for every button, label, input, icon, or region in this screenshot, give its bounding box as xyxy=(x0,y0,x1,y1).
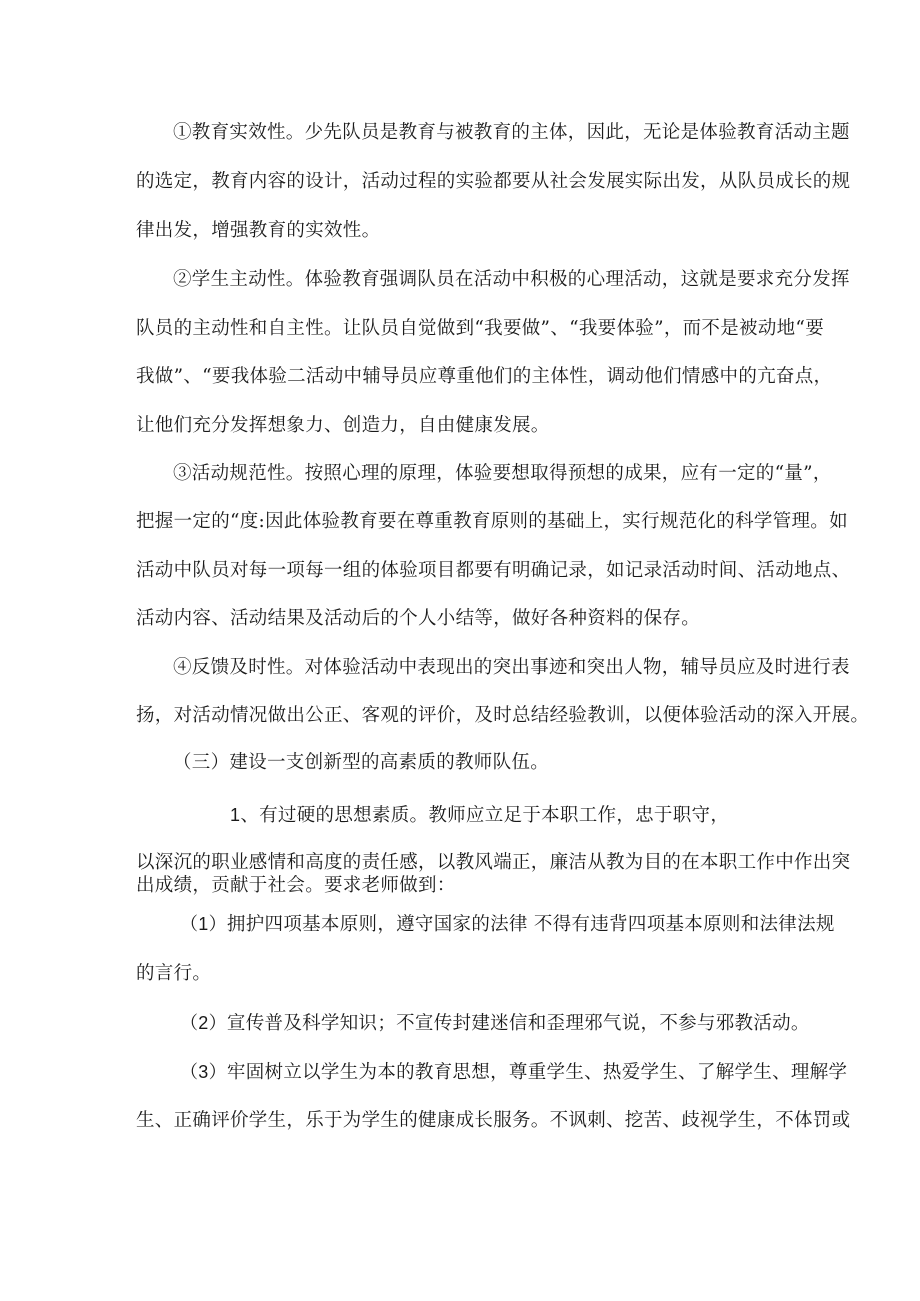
paragraph-line: 的选定，教育内容的设计，活动过程的实验都要从社会发展实际出发，从队员成长的规 xyxy=(136,171,851,192)
item-number: 1 xyxy=(230,805,241,825)
paragraph-line: 活动中队员对每一项每一组的体验项目都要有明确记录，如记录活动时间、活动地点、 xyxy=(136,560,851,581)
item-text: 宣传普及科学知识；不宣传封建迷信和歪理邪气说，不参与邪教活动。 xyxy=(226,1013,810,1034)
paragraph-line: 生、正确评价学生，乐于为学生的健康成长服务。不讽刺、挖苦、歧视学生，不体罚或 xyxy=(136,1110,851,1131)
item-number: （2） xyxy=(180,1013,227,1033)
numbered-item xyxy=(180,1060,847,1085)
paragraph-line: ①教育实效性。少先队员是教育与被教育的主体，因此，无论是体验教育活动主题 xyxy=(173,122,850,143)
numbered-item xyxy=(180,912,835,937)
paragraph-line: 出成绩，贡献于社会。要求老师做到： xyxy=(136,875,456,896)
item-number: （3） xyxy=(180,1062,227,1082)
paragraph-line: 扬，对活动情况做出公正、客观的评价，及时总结经验教训，以便体验活动的深入开展。 xyxy=(136,705,870,726)
numbered-item xyxy=(180,1011,810,1036)
item-number: （1） xyxy=(180,914,227,934)
paragraph-line: 以深沉的职业感情和高度的责任感，以教风端正，廉洁从教为目的在本职工作中作出突 xyxy=(136,852,851,873)
paragraph-line: 律出发，增强教育的实效性。 xyxy=(136,220,381,241)
paragraph-line: ②学生主动性。体验教育强调队员在活动中积极的心理活动，这就是要求充分发挥 xyxy=(173,269,850,290)
section-heading: （三）建设一支创新型的高素质的教师队伍。 xyxy=(173,752,550,773)
paragraph-line: 队员的主动性和自主性。让队员自觉做到“我要做”、“我要体验”，而不是被动地“要 xyxy=(136,318,824,339)
paragraph-line: 的言行。 xyxy=(136,963,212,984)
item-text: 牢固树立以学生为本的教育思想，尊重学生、热爱学生、了解学生、理解学 xyxy=(226,1062,848,1083)
paragraph-line: 我做”、“要我体验二活动中辅导员应尊重他们的主体性，调动他们情感中的亢奋点， xyxy=(136,366,833,387)
paragraph-line: 让他们充分发挥想象力、创造力，自由健康发展。 xyxy=(136,415,550,436)
paragraph-line: ③活动规范性。按照心理的原理，体验要想取得预想的成果，应有一定的“量”， xyxy=(173,463,832,484)
paragraph-line: 把握一定的“度:因此体验教育要在尊重教育原则的基础上，实行规范化的科学管理。如 xyxy=(136,511,848,532)
numbered-item xyxy=(230,803,729,828)
paragraph-line: ④反馈及时性。对体验活动中表现出的突出事迹和突出人物，辅导员应及时进行表 xyxy=(173,657,850,678)
paragraph-line: 活动内容、活动结果及活动后的个人小结等，做好各种资料的保存。 xyxy=(136,608,701,629)
item-text: 拥护四项基本原则，遵守国家的法律 不得有违背四项基本原则和法律法规 xyxy=(226,914,835,935)
item-text: 、有过硬的思想素质。教师应立足于本职工作，忠于职守， xyxy=(240,805,730,826)
